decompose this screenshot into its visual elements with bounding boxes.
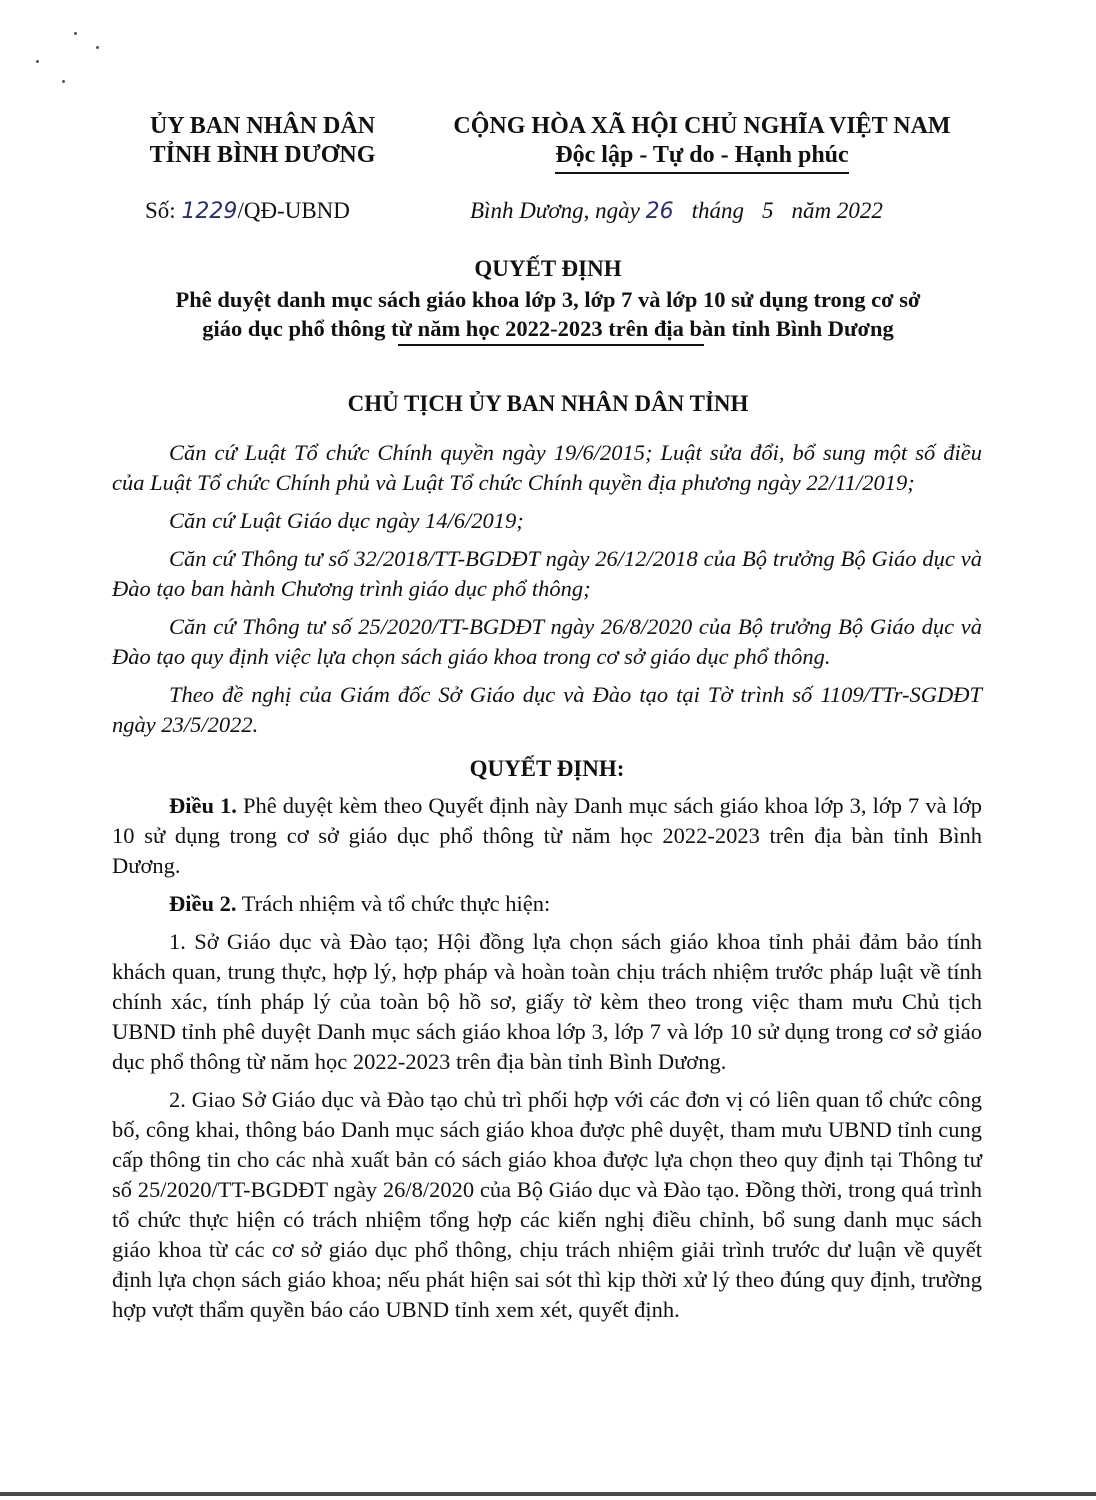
number-suffix: /QĐ-UBND <box>237 198 350 223</box>
document-title: QUYẾT ĐỊNH <box>474 256 622 281</box>
article-2-label: Điều 2. <box>169 891 237 916</box>
legal-basis-5: Theo đề nghị của Giám đốc Sở Giáo dục và Đào tạo tại Tờ trình số 1109/TTr-SGDĐT ngày 23/5/2022. <box>112 682 982 737</box>
article-1 <box>112 791 982 881</box>
article-2-item-1: 1. Sở Giáo dục và Đào tạo; Hội đồng lựa chọn sách giáo khoa tỉnh phải đảm bảo tính khách quan, trung thực, hợp lý, hợp pháp và hoàn toàn chịu trách nhiệm trước pháp luật về tính chính xác, tính pháp lý của toàn bộ hồ sơ, giấy tờ kèm theo trong việc tham mưu Chủ tịch UBND tỉnh phê duyệt Danh mục sách giáo khoa lớp 3, lớp 7 và lớp 10 sử dụng trong cơ sở giáo dục phổ thông từ năm học 2022-2023 trên địa bàn tỉnh Bình Dương. <box>112 929 982 1074</box>
country-name: CỘNG HÒA XÃ HỘI CHỦ NGHĨA VIỆT NAM <box>453 113 951 139</box>
article-2-item-2: 2. Giao Sở Giáo dục và Đào tạo chủ trì phối hợp với các đơn vị có liên quan tổ chức công bố, công khai, thông báo Danh mục sách giáo khoa được phê duyệt, tham mưu UBND tỉnh cung cấp thông tin cho các nhà xuất bản có sách giáo khoa được lựa chọn theo quy định tại Thông tư số 25/2020/TT-BGDĐT ngày 26/8/2020 của Bộ Giáo dục và Đào tạo. Đồng thời, trong quá trình tổ chức thực hiện có trách nhiệm tổng hợp các kiến nghị điều chỉnh, bổ sung danh mục sách giáo khoa từ các cơ sở giáo dục phổ thông, chịu trách nhiệm giải trình trước dư luận về quyết định lựa chọn sách giáo khoa; nếu phát hiện sai sót thì kịp thời xử lý theo đúng quy định, trường hợp vượt thẩm quyền báo cáo UBND tỉnh xem xét, quyết định. <box>112 1087 982 1322</box>
legal-basis-2: Căn cứ Luật Giáo dục ngày 14/6/2019; <box>169 508 524 533</box>
year-value: 2022 <box>836 198 883 223</box>
legal-basis-1: Căn cứ Luật Tổ chức Chính quyền ngày 19/6/2015; Luật sửa đổi, bổ sung một số điều của Luật Tổ chức Chính phủ và Luật Tổ chức Chính quyền địa phương ngày 22/11/2019; <box>112 440 982 495</box>
authority-line-1: ỦY BAN NHÂN DÂN <box>149 113 376 139</box>
number-prefix: Số: <box>145 198 182 223</box>
article-2 <box>112 889 982 919</box>
legal-basis-4: Căn cứ Thông tư số 25/2020/TT-BGDĐT ngày 26/8/2020 của Bộ trưởng Bộ Giáo dục và Đào tạo quy định việc lựa chọn sách giáo khoa trong cơ sở giáo dục phổ thông. <box>112 614 982 669</box>
motto-text: Độc lập - Tự do - Hạnh phúc <box>555 142 849 168</box>
document-body <box>112 438 982 1333</box>
scan-speck <box>36 60 39 63</box>
place-text: Bình Dương, ngày <box>470 198 646 223</box>
handwritten-number: 1229 <box>181 199 238 224</box>
subject-line-2: giáo dục phổ thông từ năm học 2022-2023 trên địa bàn tỉnh Bình Dương <box>202 316 894 341</box>
motto-underline <box>555 172 848 174</box>
national-header <box>418 112 986 170</box>
national-motto <box>555 141 848 170</box>
issuer-heading: CHỦ TỊCH ỦY BAN NHÂN DÂN TỈNH <box>347 391 749 416</box>
year-label: năm <box>791 198 832 223</box>
handwritten-day: 26 <box>645 199 674 224</box>
scan-speck <box>62 80 65 83</box>
article-2-text: Trách nhiệm và tổ chức thực hiện: <box>236 891 551 916</box>
document-subject <box>110 285 986 343</box>
subject-underline <box>398 344 704 346</box>
decision-heading: QUYẾT ĐỊNH: <box>469 756 625 781</box>
issuing-authority <box>120 112 405 170</box>
month-label: tháng <box>691 198 744 223</box>
scan-speck <box>74 32 77 35</box>
scan-bottom-edge <box>0 1492 1096 1496</box>
authority-line-2: TỈNH BÌNH DƯƠNG <box>149 142 376 168</box>
document-number <box>145 196 350 227</box>
subject-line-1: Phê duyệt danh mục sách giáo khoa lớp 3, lớp 7 và lớp 10 sử dụng trong cơ sở <box>175 287 921 312</box>
legal-basis-3: Căn cứ Thông tư số 32/2018/TT-BGDĐT ngày 26/12/2018 của Bộ trưởng Bộ Giáo dục và Đào tạo ban hành Chương trình giáo dục phổ thông; <box>112 546 982 601</box>
place-and-date <box>470 196 883 227</box>
article-1-text: Phê duyệt kèm theo Quyết định này Danh mục sách giáo khoa lớp 3, lớp 7 và lớp 10 sử dụng trong cơ sở giáo dục phổ thông từ năm học 2022-2023 trên địa bàn tỉnh Bình Dương. <box>112 793 982 878</box>
article-1-label: Điều 1. <box>169 793 237 818</box>
month-value: 5 <box>761 198 774 223</box>
scan-speck <box>96 46 99 49</box>
